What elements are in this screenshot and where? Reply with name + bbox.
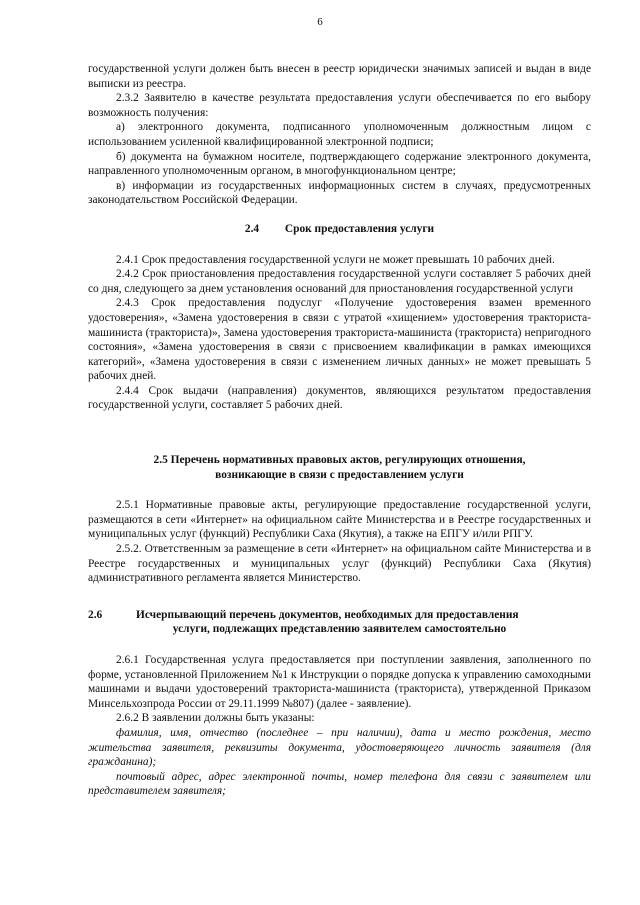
section-title-line: услуги, подлежащих представлению заявителем самостоятельно: [172, 623, 507, 636]
page-number: 6: [317, 16, 323, 28]
section-title-line: 2.5 Перечень нормативных правовых актов, регулирующих отношения,: [153, 454, 526, 467]
section-title-line: возникающие в связи с предоставлением услуги: [215, 468, 464, 481]
paragraph: государственной услуги должен быть внесен в реестр юридически значимых записей и выдан в виде выписки из реестра.: [88, 63, 591, 90]
section-number: 2.6: [88, 608, 103, 621]
document-body: [88, 62, 591, 799]
section-heading-2-5: [88, 453, 591, 482]
paragraph: б) документа на бумажном носителе, подтверждающего содержание электронного документа, направленного уполномоченным органом, в многофункциональном центре;: [88, 150, 591, 178]
paragraph: 2.4.2 Срок приостановления предоставления государственной услуги составляет 5 рабочих дней со дня, следующего за днем установления оснований для приостановления государственной услуги: [88, 268, 591, 295]
section-title: Срок предоставления услуги: [284, 222, 435, 235]
paragraph: 2.4.4 Срок выдачи (направления) документов, являющихся результатом предоставления государственной услуги, составляет 5 рабочих дней.: [88, 384, 591, 412]
paragraph: 2.3.2 Заявителю в качестве результата предоставления услуги обеспечивается по его выбору возможность получения:: [88, 92, 591, 119]
section-heading-2-6: [88, 608, 591, 637]
paragraph: почтовый адрес, адрес электронной почты, номер телефона для связи с заявителем или представителем заявителя;: [88, 770, 591, 798]
section-number: 2.4: [244, 222, 260, 235]
paragraph: 2.5.1 Нормативные правовые акты, регулирующие предоставление государственной услуги, размещаются в сети «Интернет» на официальном сайте Министерства и в Реестре государственных и муниципальных услуг (функций) Республики Саха (Якутия), а также на ЕПГУ и/или РПГУ.: [88, 499, 591, 541]
paragraph: 2.6.2 В заявлении должны быть указаны:: [116, 712, 315, 725]
section-heading-2-4: [88, 222, 591, 237]
paragraph: 2.6.1 Государственная услуга предоставляется при поступлении заявления, заполненного по форме, установленной Приложением №1 к Инструкции о порядке допуска к управлению самоходными машинами и выдачи удостоверений тракториста-машиниста (тракториста), утвержденной Приказом Минсельхозпрода России от 29.11.1999 №807) (далее - заявление).: [88, 654, 591, 710]
paragraph: 2.4.3 Срок предоставления подуслуг «Получение удостоверения взамен временного удостоверения», «Замена удостоверения в связи с утратой «хищением» удостоверения тракториста-машиниста (тракториста)», Замена удостоверения тракториста-машиниста (тракториста) непригодного состояния», «Замена удостоверения в связи с присвоением квалификации в рамках имеющихся категорий», «Замена удостоверения в связи с изменением личных данных» не может превышать 5 рабочих дней.: [88, 297, 591, 383]
paragraph: фамилия, имя, отчество (последнее – при наличии), дата и место рождения, место жительства заявителя, реквизиты документа, удостоверяющего личность заявителя (для гражданина);: [88, 726, 591, 769]
paragraph: 2.5.2. Ответственным за размещение в сети «Интернет» на официальном сайте Министерства и в Реестре государственных и муниципальных услуг (функций) Республики Саха (Якутия) административного регламента является Министерство.: [88, 543, 591, 585]
section-title-line: Исчерпывающий перечень документов, необходимых для предоставления: [136, 608, 519, 621]
paragraph: 2.4.1 Срок предоставления государственной услуги не может превышать 10 рабочих дней.: [116, 253, 555, 266]
paragraph: в) информации из государственных информационных систем в случаях, предусмотренных законодательством Российской Федерации.: [88, 179, 591, 207]
paragraph: а) электронного документа, подписанного уполномоченным должностным лицом с использованием усиленной квалифицированной электронной подписи;: [88, 121, 591, 148]
